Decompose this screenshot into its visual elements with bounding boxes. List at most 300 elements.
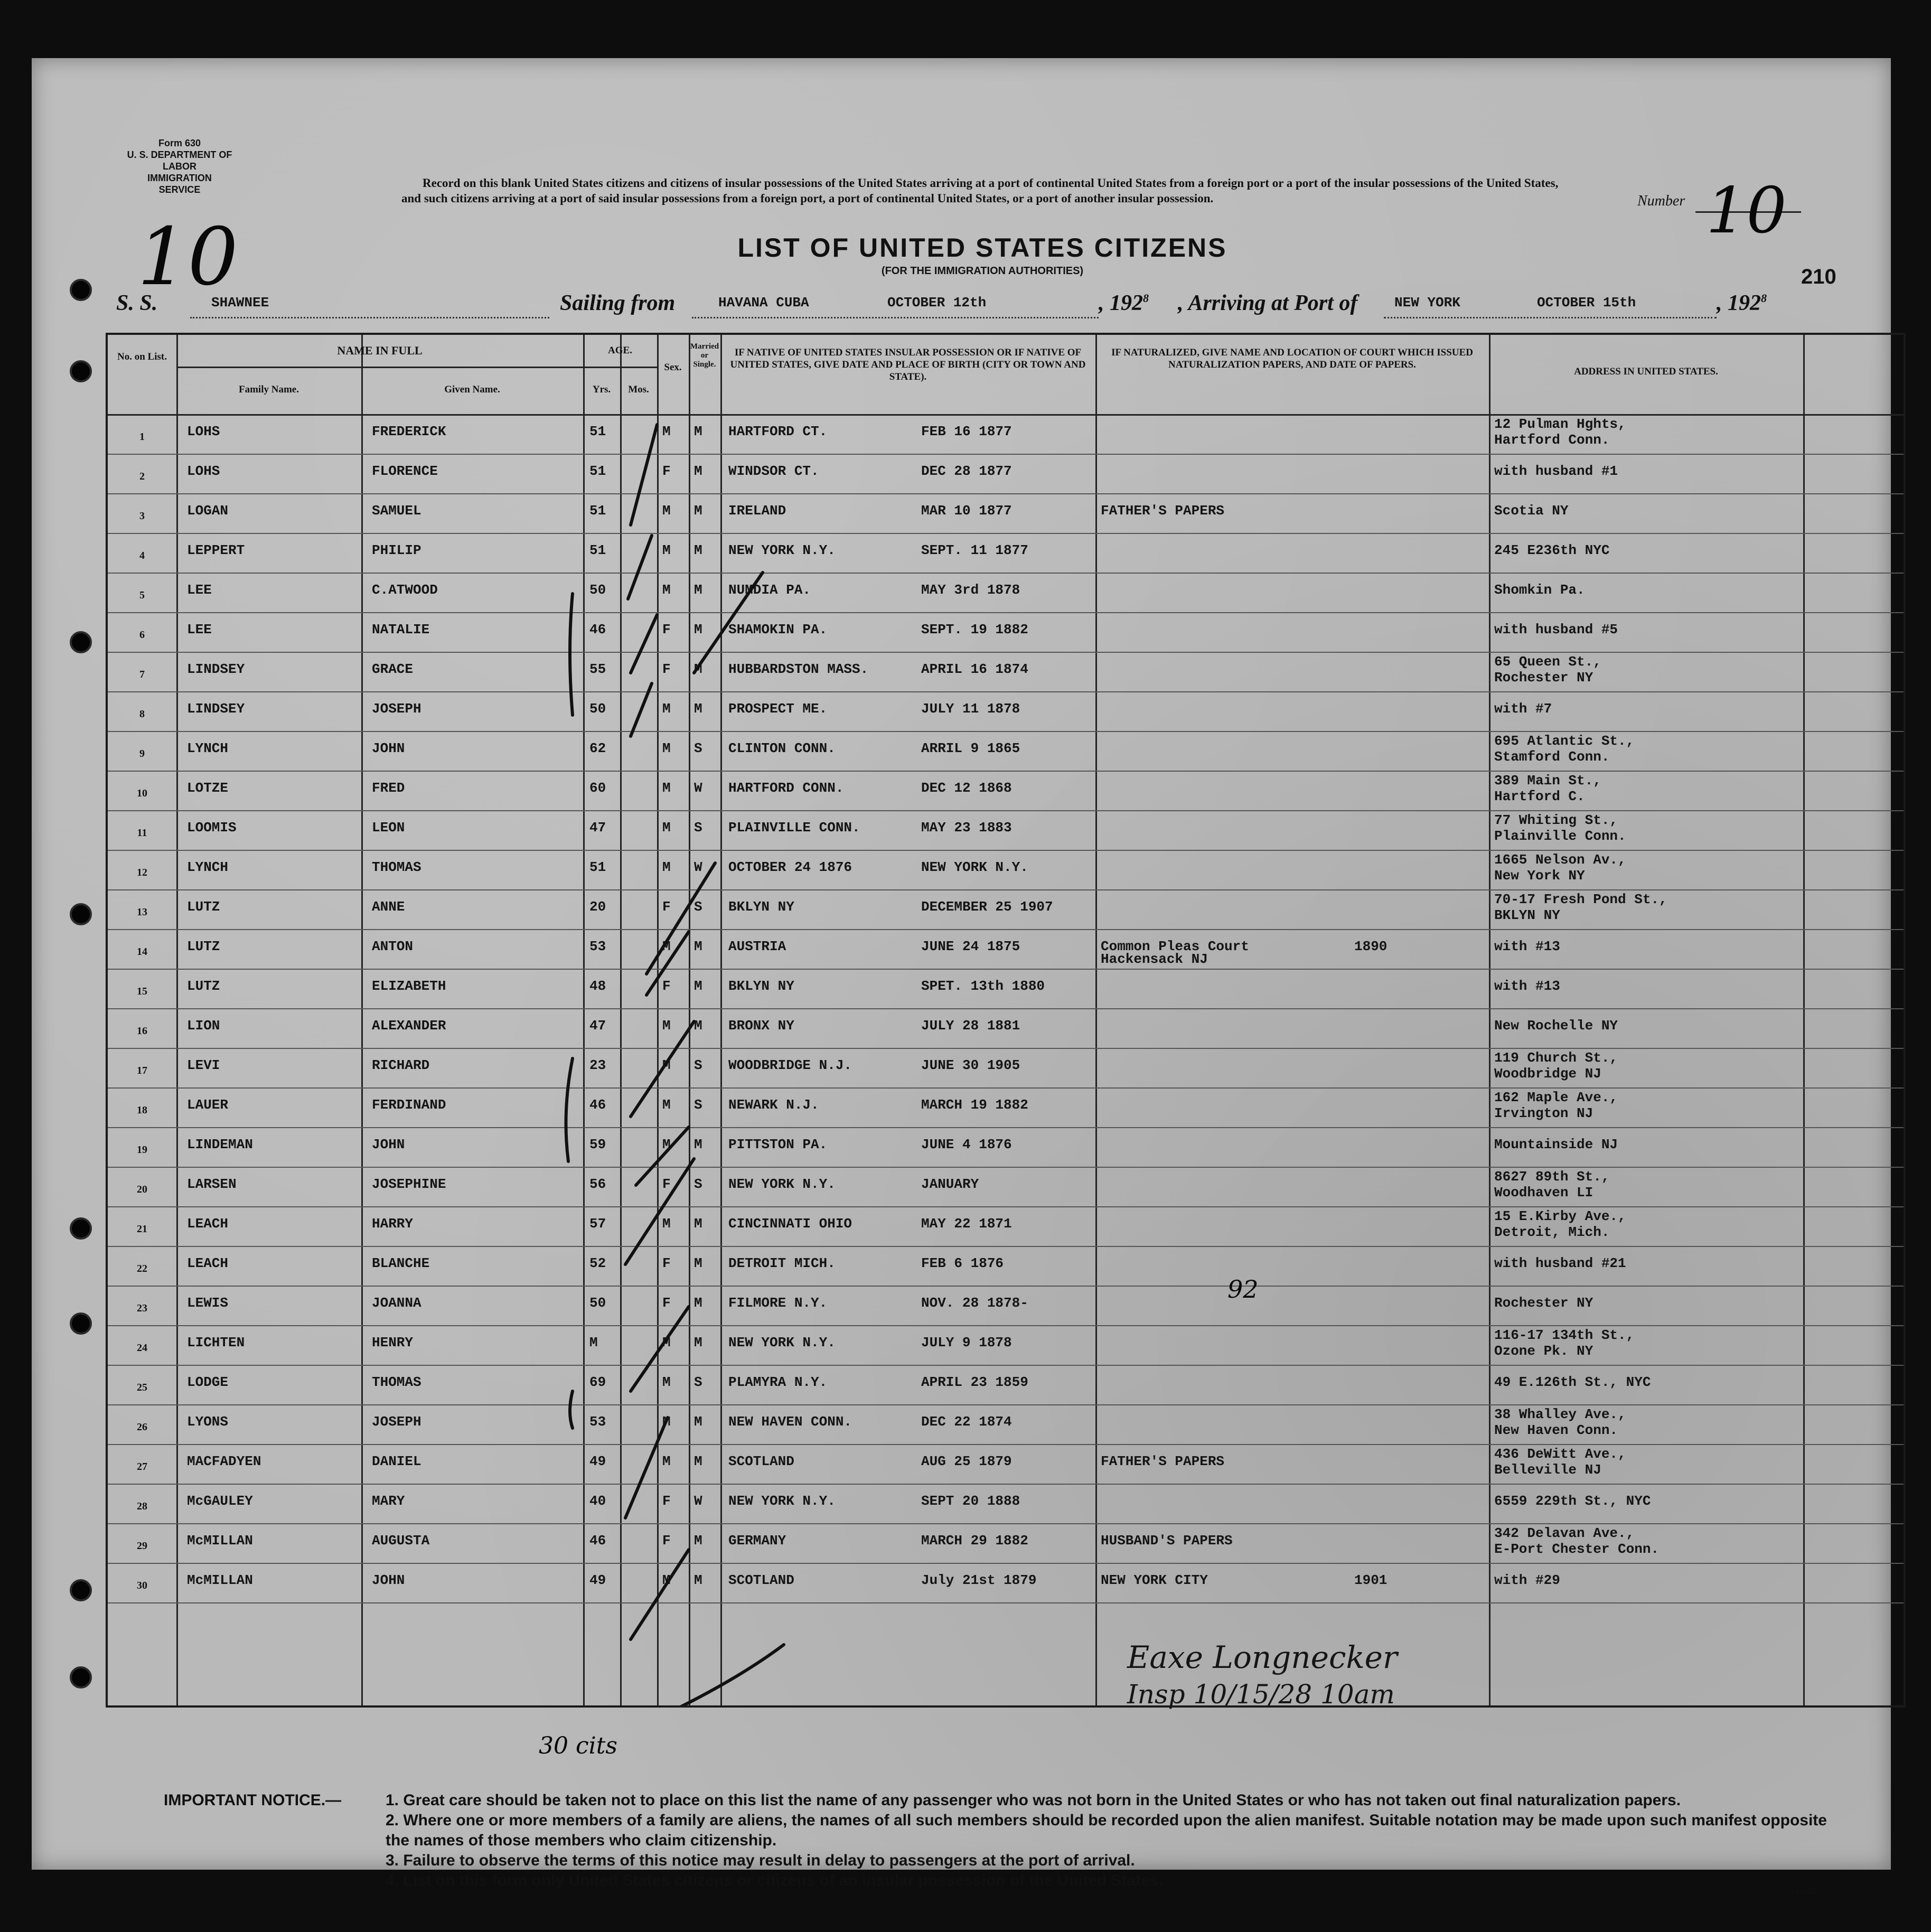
cell-addr: 695 Atlantic St., [1494,733,1635,749]
notice-lead: IMPORTANT NOTICE.— [164,1792,342,1809]
cell-place: PLAMYRA N.Y. [728,1374,828,1390]
cell-place: IRELAND [728,503,786,519]
cell-family: LINDSEY [187,701,245,717]
cell-date: SEPT. 19 1882 [921,622,1028,637]
cell-date: SPET. 13th 1880 [921,978,1045,994]
cell-addr2: Hartford C. [1494,789,1585,804]
row-number: 17 [137,1065,147,1076]
cell-family: LEE [187,582,212,598]
row-number: 10 [137,787,147,799]
cell-given: THOMAS [372,1374,421,1390]
cell-family: McMILLAN [187,1572,253,1588]
row-number: 28 [137,1500,147,1512]
cell-given: HARRY [372,1216,414,1232]
cell-given: FERDINAND [372,1097,446,1113]
cell-addr2: BKLYN NY [1494,907,1560,923]
cell-given: JOHN [372,740,405,756]
header-years: Yrs. [592,384,611,395]
cell-ms: S [694,1374,702,1390]
cell-addr: 38 Whalley Ave., [1494,1406,1626,1422]
row-number: 29 [137,1540,147,1552]
cell-given: ANNE [372,899,405,915]
cell-ms: M [694,582,702,598]
cell-sex: M [662,424,671,439]
ship-name: SHAWNEE [211,295,269,311]
cell-place: WINDSOR CT. [728,463,819,479]
service-name: IMMIGRATION SERVICE [147,173,212,195]
cell-place: HARTFORD CT. [728,424,828,439]
cell-yrs: 51 [589,463,606,479]
cell-yrs: 46 [589,622,606,637]
cell-ms: S [694,1057,702,1073]
cell-place: OCTOBER 24 1876 [728,859,852,875]
notice-item-4: 4. List on this form only United States citizens or citizens of an insular possession of the United States. [386,1872,1163,1889]
notice-item-3: 3. Failure to observe the terms of this notice may result in delay to passengers at the port of arrival. [386,1852,1135,1869]
number-label: Number [1637,193,1685,209]
cell-sex: F [662,622,671,637]
cell-given: THOMAS [372,859,421,875]
cell-ms: M [694,1216,702,1232]
row-number: 7 [139,669,145,680]
cell-yrs: 53 [589,939,606,954]
cell-natyr: 1890 [1354,939,1388,954]
cell-date: DEC 12 1868 [921,780,1012,796]
cell-yrs: 59 [589,1137,606,1152]
cell-sex: M [662,740,671,756]
cell-addr: 389 Main St., [1494,773,1601,789]
cell-given: JOSEPH [372,1414,421,1430]
cell-addr: 77 Whiting St., [1494,812,1618,828]
inspector-signature: Eaxe Longnecker [1127,1639,1398,1675]
cell-addr2: Ozone Pk. NY [1494,1343,1593,1359]
cell-given: C.ATWOOD [372,582,438,598]
cell-addr: 12 Pulman Hghts, [1494,416,1626,432]
cell-sex: M [662,1057,671,1073]
cell-yrs: 49 [589,1572,606,1588]
footer-code: 14—666 [1791,1887,1818,1895]
cell-yrs: 69 [589,1374,606,1390]
cell-place: PITTSTON PA. [728,1137,828,1152]
number-value: 10 [1706,174,1787,248]
cell-addr: 70-17 Fresh Pond St., [1494,892,1667,907]
cell-place: NEW YORK N.Y. [728,1176,836,1192]
cell-given: MARY [372,1493,405,1509]
cell-place: PLAINVILLE CONN. [728,820,860,836]
cell-natyr: 1901 [1354,1572,1388,1588]
cell-yrs: M [589,1335,598,1350]
cell-addr: 1665 Nelson Av., [1494,852,1626,868]
cell-given: ELIZABETH [372,978,446,994]
cell-sex: M [662,1572,671,1588]
cell-family: LINDEMAN [187,1137,253,1152]
margin-note: 92 [1227,1275,1259,1303]
page-subtitle: (FOR THE IMMIGRATION AUTHORITIES) [881,265,1084,277]
cell-family: LICHTEN [187,1335,245,1350]
cell-yrs: 60 [589,780,606,796]
cell-given: RICHARD [372,1057,430,1073]
row-number: 2 [139,471,145,482]
cell-family: LYNCH [187,740,229,756]
cell-ms: M [694,1018,702,1034]
cell-addr2: Woodhaven LI [1494,1185,1593,1201]
manifest-sheet [32,58,1891,1895]
cell-sex: F [662,1533,671,1549]
cell-given: NATALIE [372,622,430,637]
cell-place: GERMANY [728,1533,786,1549]
header-family-name: Family Name. [239,384,299,395]
row-number: 24 [137,1342,147,1354]
row-number: 4 [139,550,145,561]
cell-family: LOGAN [187,503,229,519]
cell-yrs: 52 [589,1255,606,1271]
cell-addr: 65 Queen St., [1494,654,1601,670]
cell-ms: M [694,424,702,439]
cell-place: NEW YORK N.Y. [728,542,836,558]
cell-ms: M [694,1255,702,1271]
cell-family: LEPPERT [187,542,245,558]
handwritten-checkmarks [108,335,1904,1705]
cell-yrs: 53 [589,1414,606,1430]
cell-given: FLORENCE [372,463,438,479]
notice-item-2: 2. Where one or more members of a family are aliens, the names of all such members should be recorded upon the alien manifest. Suitable notation may be made upon such manifest opposite the names of those members who claim citizenship. [386,1812,1827,1849]
cell-addr2: Stamford Conn. [1494,749,1610,765]
cell-ms: M [694,542,702,558]
cell-yrs: 51 [589,503,606,519]
row-number: 26 [137,1421,147,1433]
row-number: 12 [137,867,147,878]
header-naturalized: IF NATURALIZED, GIVE NAME AND LOCATION OF COURT WHICH ISSUED NATURALIZATION PAPERS, AND DATE OF PAPERS. [1111,347,1473,370]
cell-place: CINCINNATI OHIO [728,1216,852,1232]
row-number: 18 [137,1104,147,1116]
row-number: 25 [137,1382,147,1393]
cell-addr2: Woodbridge NJ [1494,1066,1601,1082]
row-number: 14 [137,946,147,958]
cell-given: SAMUEL [372,503,421,519]
arriving-label: , Arriving at Port of [1178,291,1358,315]
punch-hole [70,1579,92,1601]
header-no-on-list: No. on List. [117,351,167,362]
cell-sex: M [662,859,671,875]
cell-date: MAY 23 1883 [921,820,1012,836]
cell-sex: M [662,701,671,717]
cell-family: LODGE [187,1374,229,1390]
header-name-in-full: NAME IN FULL [337,344,423,357]
row-number: 30 [137,1580,147,1591]
cell-sex: F [662,899,671,915]
arrival-date: OCTOBER 15th [1537,295,1636,311]
cell-family: LARSEN [187,1176,237,1192]
cell-ms: M [694,1414,702,1430]
cell-nat: FATHER'S PAPERS [1101,503,1225,519]
cell-sex: M [662,503,671,519]
cell-family: LOTZE [187,780,229,796]
cell-addr: 162 Maple Ave., [1494,1090,1618,1105]
cell-yrs: 46 [589,1097,606,1113]
cell-addr: with #7 [1494,701,1552,717]
cell-addr: 116-17 134th St., [1494,1327,1635,1343]
cell-addr: with husband #21 [1494,1255,1626,1271]
cell-sex: F [662,978,671,994]
header-address: ADDRESS IN UNITED STATES. [1574,366,1718,377]
cell-addr: 6559 229th St., NYC [1494,1493,1651,1509]
cell-date: MAR 10 1877 [921,503,1012,519]
cell-given: LEON [372,820,405,836]
cell-sex: F [662,661,671,677]
cell-date: JUNE 24 1875 [921,939,1020,954]
cell-date: ARRIL 9 1865 [921,740,1020,756]
cell-family: LION [187,1018,220,1034]
cell-place: NEW YORK N.Y. [728,1493,836,1509]
punch-hole [70,360,92,382]
row-number: 20 [137,1184,147,1195]
cell-yrs: 57 [589,1216,606,1232]
row-number: 11 [137,827,147,839]
cell-ms: M [694,978,702,994]
cell-ms: M [694,701,702,717]
cell-yrs: 50 [589,701,606,717]
header-married-single: Married or Single. [690,342,719,369]
row-number: 22 [137,1263,147,1274]
form-identifier [127,137,232,195]
cell-family: LEACH [187,1255,229,1271]
cell-addr: 119 Church St., [1494,1050,1618,1066]
cell-addr: 342 Delavan Ave., [1494,1525,1635,1541]
cell-place: HARTFORD CONN. [728,780,844,796]
cell-yrs: 51 [589,424,606,439]
cell-ms: M [694,1453,702,1469]
row-number: 3 [139,510,145,522]
cell-addr2: Detroit, Mich. [1494,1224,1610,1240]
cell-place: BRONX NY [728,1018,794,1034]
cell-sex: M [662,820,671,836]
cell-yrs: 49 [589,1453,606,1469]
cell-family: LEVI [187,1057,220,1073]
sailing-date: OCTOBER 12th [887,295,987,311]
cell-given: AUGUSTA [372,1533,430,1549]
cell-family: LEWIS [187,1295,229,1311]
cell-addr: New Rochelle NY [1494,1018,1618,1034]
cell-place: NEW YORK N.Y. [728,1335,836,1350]
cell-date: JULY 28 1881 [921,1018,1020,1034]
cell-date: JANUARY [921,1176,979,1192]
cell-sex: F [662,463,671,479]
corner-list-number: 10 [137,211,238,303]
cell-yrs: 51 [589,859,606,875]
cell-date: MARCH 29 1882 [921,1533,1028,1549]
row-number: 8 [139,708,145,720]
cell-yrs: 62 [589,740,606,756]
cell-family: McGAULEY [187,1493,253,1509]
cell-sex: F [662,1493,671,1509]
ss-label: S. S. [116,291,158,315]
cell-place: NUMDIA PA. [728,582,811,598]
cell-date: APRIL 23 1859 [921,1374,1028,1390]
cell-sex: M [662,1018,671,1034]
cell-addr: 15 E.Kirby Ave., [1494,1208,1626,1224]
cell-addr2: Hartford Conn. [1494,432,1610,448]
arrival-port: NEW YORK [1394,295,1460,311]
cell-given: JOHN [372,1572,405,1588]
row-number: 9 [139,748,145,759]
ship-line [190,317,549,318]
cell-yrs: 23 [589,1057,606,1073]
cell-date: JULY 11 1878 [921,701,1020,717]
cell-yrs: 47 [589,820,606,836]
cell-ms: M [694,1572,702,1588]
punch-hole [70,279,92,301]
cell-ms: S [694,820,702,836]
cell-sex: F [662,1295,671,1311]
cell-ms: M [694,939,702,954]
cell-addr: Mountainside NJ [1494,1137,1618,1152]
important-notice [164,1790,1854,1891]
cell-sex: M [662,1097,671,1113]
cell-addr: Shomkin Pa. [1494,582,1585,598]
cell-yrs: 47 [589,1018,606,1034]
cell-date: July 21st 1879 [921,1572,1037,1588]
cell-date: FEB 6 1876 [921,1255,1004,1271]
cell-yrs: 51 [589,542,606,558]
sailing-label: Sailing from [560,291,676,315]
row-number: 6 [139,629,145,641]
cell-sex: F [662,1255,671,1271]
header-age: AGE. [608,345,632,356]
cell-sex: M [662,1335,671,1350]
cell-sex: F [662,1176,671,1192]
cell-yrs: 50 [589,1295,606,1311]
cell-place: DETROIT MICH. [728,1255,836,1271]
cell-family: LEACH [187,1216,229,1232]
cell-date: APRIL 16 1874 [921,661,1028,677]
cell-addr: 436 DeWitt Ave., [1494,1446,1626,1462]
row-number: 21 [137,1223,147,1235]
cell-family: LYONS [187,1414,229,1430]
cell-ms: M [694,463,702,479]
cell-sex: M [662,780,671,796]
cell-date: MAY 3rd 1878 [921,582,1020,598]
cell-given: PHILIP [372,542,421,558]
punch-hole [70,1666,92,1689]
arrival-line [1384,317,1717,318]
cell-date: MAY 22 1871 [921,1216,1012,1232]
cell-family: LEE [187,622,212,637]
cell-place: SCOTLAND [728,1453,794,1469]
cell-yrs: 56 [589,1176,606,1192]
cell-family: LINDSEY [187,661,245,677]
row-number: 5 [139,589,145,601]
cell-ms: S [694,1097,702,1113]
row-number: 1 [139,431,145,443]
cell-addr: 8627 89th St., [1494,1169,1610,1185]
cell-addr: with #13 [1494,978,1560,994]
cell-given: GRACE [372,661,414,677]
arrival-year: , $192^8$ [1717,291,1767,315]
cell-date: NEW YORK N.Y. [921,859,1028,875]
cell-place: BKLYN NY [728,899,794,915]
cell-yrs: 46 [589,1533,606,1549]
inspection-stamp: Insp 10/15/28 10am [1127,1679,1395,1710]
cell-ms: M [694,1335,702,1350]
page-title: LIST OF UNITED STATES CITIZENS [737,233,1227,262]
cell-family: LYNCH [187,859,229,875]
cell-sex: M [662,1414,671,1430]
cell-place: NEW HAVEN CONN. [728,1414,852,1430]
row-number: 23 [137,1302,147,1314]
cell-addr2: New Haven Conn. [1494,1422,1618,1438]
cell-given: FRED [372,780,405,796]
row-number: 13 [137,906,147,918]
cell-family: LOHS [187,463,220,479]
form-number: Form 630 [158,138,201,148]
punch-hole [70,903,92,925]
cell-date: NOV. 28 1878- [921,1295,1028,1311]
cell-given: DANIEL [372,1453,421,1469]
cell-addr2: Irvington NJ [1494,1105,1593,1121]
cell-addr: with #13 [1494,939,1560,954]
cell-place: NEWARK N.J. [728,1097,819,1113]
cell-ms: S [694,1176,702,1192]
cell-addr2: E-Port Chester Conn. [1494,1541,1660,1557]
cell-ms: M [694,622,702,637]
cell-place: BKLYN NY [728,978,794,994]
cell-ms: M [694,1533,702,1549]
cell-sex: M [662,1453,671,1469]
cell-ms: W [694,859,702,875]
cell-given: BLANCHE [372,1255,430,1271]
cell-date: DECEMBER 25 1907 [921,899,1053,915]
cell-addr2: Belleville NJ [1494,1462,1601,1478]
cell-place: AUSTRIA [728,939,786,954]
cell-given: FREDERICK [372,424,446,439]
cell-addr: 49 E.126th St., NYC [1494,1374,1651,1390]
cell-date: AUG 25 1879 [921,1453,1012,1469]
record-instructions: Record on this blank United States citizens and citizens of insular possessions of the United States arriving at a port of continental United States from a foreign port or a port of the insular possessions of the United States, and such citizens arriving at a port of said insular possessions from a foreign port, a port of continental United States, or a port of another insular possession. [401,176,1559,205]
cell-yrs: 48 [589,978,606,994]
header-birth: IF NATIVE OF UNITED STATES INSULAR POSSESSION OR IF NATIVE OF UNITED STATES, GIVE DATE AND PLACE OF BIRTH (CITY OR TOWN AND STATE). [730,347,1086,382]
cell-date: DEC 28 1877 [921,463,1012,479]
cell-addr: with husband #5 [1494,622,1618,637]
row-number: 19 [137,1144,147,1156]
cell-date: SEPT 20 1888 [921,1493,1020,1509]
cell-sex: M [662,1137,671,1152]
cell-nat: FATHER'S PAPERS [1101,1453,1225,1469]
cell-addr: with #29 [1494,1572,1560,1588]
cell-family: LUTZ [187,978,220,994]
sailing-year: , $192^8$ [1099,291,1149,315]
cell-place: SCOTLAND [728,1572,794,1588]
cell-nat2: Hackensack NJ [1101,951,1208,967]
page-number: 210 [1801,265,1836,288]
cell-nat: NEW YORK CITY [1101,1572,1208,1588]
cell-sex: M [662,939,671,954]
punch-hole [70,1312,92,1335]
cell-date: JUNE 30 1905 [921,1057,1020,1073]
cell-given: JOSEPH [372,701,421,717]
cell-ms: S [694,740,702,756]
cell-place: FILMORE N.Y. [728,1295,828,1311]
cell-family: LAUER [187,1097,229,1113]
header-months: Mos. [628,384,649,395]
punch-hole [70,631,92,653]
department-name: U. S. DEPARTMENT OF LABOR [127,149,232,172]
cell-place: PROSPECT ME. [728,701,828,717]
cell-date: FEB 16 1877 [921,424,1012,439]
bottom-scrawl: 30 cits [539,1732,617,1759]
punch-hole [70,1217,92,1240]
cell-place: SHAMOKIN PA. [728,622,828,637]
notice-item-1: IMPORTANT NOTICE.— 1. Great care should be taken not to place on this list the name of any passenger who was not born in the United States or who has not taken out final naturalization papers. [164,1790,1854,1811]
cell-place: WOODBRIDGE N.J. [728,1057,852,1073]
